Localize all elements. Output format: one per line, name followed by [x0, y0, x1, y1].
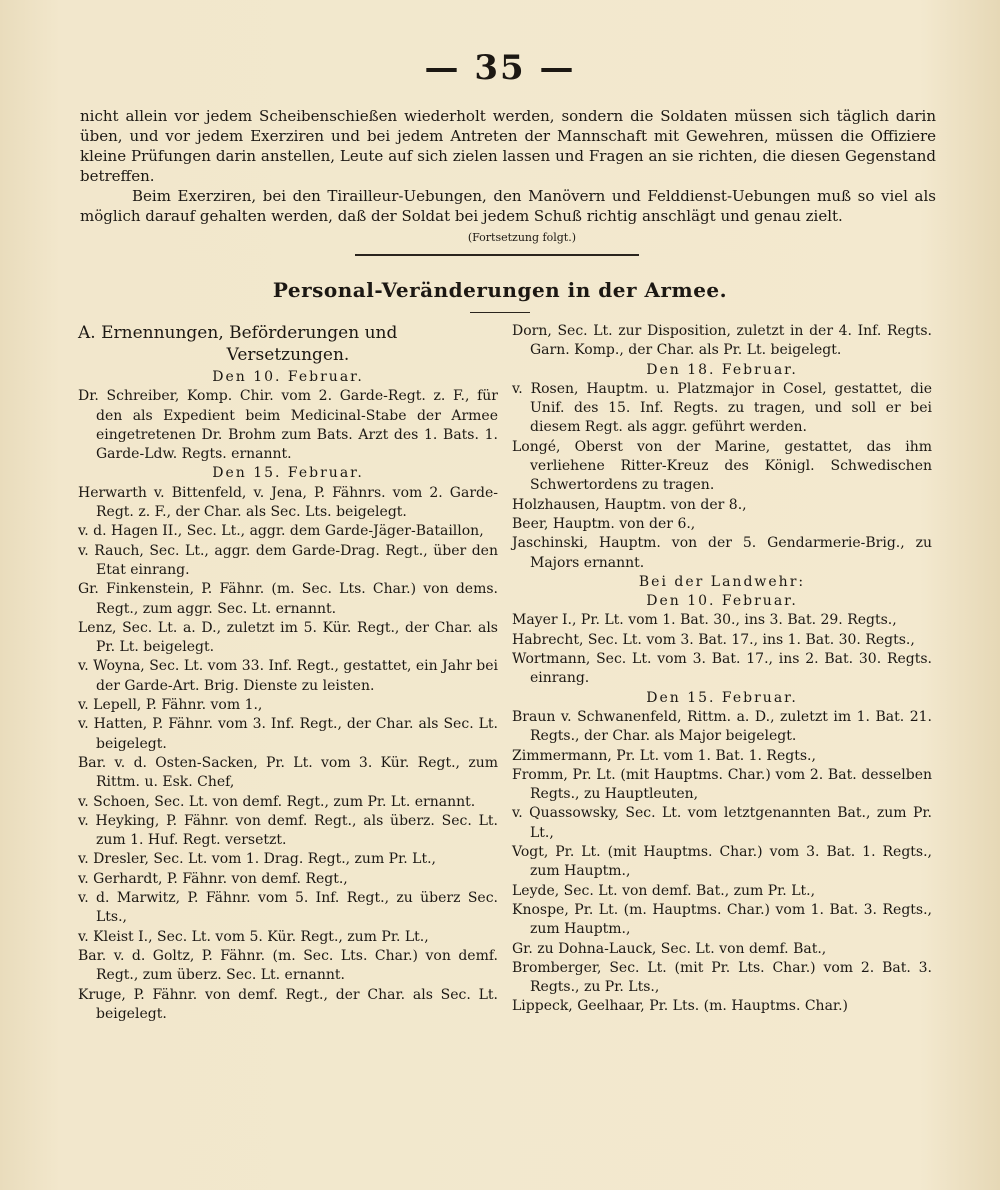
list-item: Knospe, Pr. Lt. (m. Hauptms. Char.) vom 1. Bat. 3. Regts., zum Hauptm.,	[512, 901, 932, 938]
landwehr-heading: Bei der Landwehr:	[638, 573, 806, 590]
list-item: Jaschinski, Hauptm. von der 5. Gendarmerie-Brig., zu Majors ernannt.	[512, 535, 932, 571]
list-item: Dorn, Sec. Lt. zur Disposition, zuletzt in der 4. Inf. Regts. Garn. Komp., der Char. als Pr. Lt. beigelegt.	[512, 323, 932, 359]
list-item: Beer, Hauptm. von der 6.,	[512, 515, 696, 532]
list-item: v. d. Marwitz, P. Fähnr. vom 5. Inf. Regt., zu überz Sec. Lts.,	[78, 890, 498, 926]
list-item: Fromm, Pr. Lt. (mit Hauptms. Char.) vom 2. Bat. desselben Regts., zu Hauptleuten,	[512, 766, 932, 803]
section-title: Personal-Veränderungen in der Armee.	[272, 278, 728, 302]
list-item: Leyde, Sec. Lt. von demf. Bat., zum Pr. Lt.,	[512, 882, 816, 899]
list-item: Zimmermann, Pr. Lt. vom 1. Bat. 1. Regts.,	[512, 747, 816, 764]
list-item: Bar. v. d. Osten-Sacken, Pr. Lt. vom 3. Kür. Regt., zum Rittm. u. Esk. Chef,	[78, 754, 498, 791]
intro-paragraph-2: Beim Exerziren, bei den Tirailleur-Uebungen, den Manövern und Felddienst-Uebungen muß so viel als möglich darauf gehalten werden, daß der Soldat bei jedem Schuß richtig anschlägt und genau zielt.	[80, 187, 936, 225]
subsection-heading: A. Ernennungen, Beförderungen und Versetzungen.	[78, 323, 398, 365]
list-item: v. Quassowsky, Sec. Lt. vom letztgenannten Bat., zum Pr. Lt.,	[512, 805, 932, 841]
list-item: Gr. zu Dohna-Lauck, Sec. Lt. von demf. Bat.,	[512, 940, 827, 957]
list-item: Vogt, Pr. Lt. (mit Hauptms. Char.) vom 3. Bat. 1. Regts., zum Hauptm.,	[512, 844, 932, 880]
right-column	[512, 322, 932, 1017]
list-item: Herwarth v. Bittenfeld, v. Jena, P. Fähnrs. vom 2. Garde-Regt. z. F., der Char. als Sec. Lts. beigelegt.	[78, 484, 498, 521]
date-heading: Den 15. Februar.	[212, 465, 364, 482]
title-underline	[470, 312, 530, 313]
page-number: — 35 —	[424, 48, 576, 88]
list-item: Kruge, P. Fähnr. von demf. Regt., der Char. als Sec. Lt. beigelegt.	[78, 986, 498, 1022]
list-item: v. Gerhardt, P. Fähnr. von demf. Regt.,	[78, 870, 348, 887]
continuation-note: (Fortsetzung folgt.)	[467, 231, 576, 244]
date-heading: Den 10. Februar.	[212, 369, 364, 385]
list-item: Wortmann, Sec. Lt. vom 3. Bat. 17., ins 2. Bat. 30. Regts. einrang.	[512, 651, 932, 687]
intro-text	[80, 106, 936, 248]
list-item: Bar. v. d. Goltz, P. Fähnr. (m. Sec. Lts. Char.) von demf. Regt., zum überz. Sec. Lt. ernannt.	[78, 947, 498, 984]
left-column	[78, 322, 498, 1024]
date-heading: Den 15. Februar.	[646, 689, 798, 706]
list-item: v. Dresler, Sec. Lt. vom 1. Drag. Regt., zum Pr. Lt.,	[78, 851, 436, 868]
list-item: v. Hatten, P. Fähnr. vom 3. Inf. Regt., der Char. als Sec. Lt. beigelegt.	[78, 716, 498, 752]
date-heading: Den 18. Februar.	[646, 361, 798, 378]
list-item: v. Schoen, Sec. Lt. von demf. Regt., zum Pr. Lt. ernannt.	[78, 793, 476, 810]
section-divider	[355, 254, 639, 256]
date-heading: Den 10. Februar.	[646, 593, 798, 610]
list-item: Bromberger, Sec. Lt. (mit Pr. Lts. Char.) vom 2. Bat. 3. Regts., zu Pr. Lts.,	[512, 959, 932, 996]
list-item: Gr. Finkenstein, P. Fähnr. (m. Sec. Lts. Char.) von dems. Regt., zum aggr. Sec. Lt. ernannt.	[78, 581, 498, 617]
list-item: v. Lepell, P. Fähnr. vom 1.,	[78, 697, 263, 714]
list-item: Dr. Schreiber, Komp. Chir. vom 2. Garde-Regt. z. F., für den als Expedient beim Medicinal-Stabe der Armee eingetretenen Dr. Brohm zum Bats. Arzt des 1. Bats. 1. Garde-Ldw. Regts. ernannt.	[78, 388, 498, 463]
list-item: Mayer I., Pr. Lt. vom 1. Bat. 30., ins 3. Bat. 29. Regts.,	[512, 612, 897, 629]
list-item: v. Heyking, P. Fähnr. von demf. Regt., als überz. Sec. Lt. zum 1. Huf. Regt. versetzt.	[78, 812, 498, 849]
list-item: v. Woyna, Sec. Lt. vom 33. Inf. Regt., gestattet, ein Jahr bei der Garde-Art. Brig. Dienste zu leisten.	[78, 658, 498, 694]
list-item: Lippeck, Geelhaar, Pr. Lts. (m. Hauptms. Char.)	[512, 998, 848, 1015]
intro-paragraph-1: nicht allein vor jedem Scheibenschießen wiederholt werden, sondern die Soldaten müssen sich täglich darin üben, und vor jedem Exerziren und bei jedem Antreten der Mannschaft mit Gewehren, müssen die Offiziere kleine Prüfungen darin anstellen, Leute auf sich zielen lassen und Fragen an sie richten, die diesen Gegenstand betreffen.	[80, 107, 936, 185]
list-item: v. Rosen, Hauptm. u. Platzmajor in Cosel, gestattet, die Unif. des 15. Inf. Regts. zu tragen, und soll er bei diesem Regt. als aggr. geführt werden.	[512, 380, 932, 436]
list-item: Longé, Oberst von der Marine, gestattet, das ihm verliehene Ritter-Kreuz des Königl. Schwedischen Schwertordens zu tragen.	[512, 438, 932, 494]
list-item: Braun v. Schwanenfeld, Rittm. a. D., zuletzt im 1. Bat. 21. Regts., der Char. als Major beigelegt.	[512, 708, 932, 745]
list-item: Lenz, Sec. Lt. a. D., zuletzt im 5. Kür. Regt., der Char. als Pr. Lt. beigelegt.	[78, 619, 498, 656]
list-item: Holzhausen, Hauptm. von der 8.,	[512, 496, 747, 513]
list-item: v. d. Hagen II., Sec. Lt., aggr. dem Garde-Jäger-Bataillon,	[78, 523, 484, 540]
list-item: v. Kleist I., Sec. Lt. vom 5. Kür. Regt., zum Pr. Lt.,	[78, 928, 429, 945]
list-item: Habrecht, Sec. Lt. vom 3. Bat. 17., ins 1. Bat. 30. Regts.,	[512, 631, 915, 648]
list-item: v. Rauch, Sec. Lt., aggr. dem Garde-Drag. Regt., über den Etat einrang.	[78, 542, 498, 578]
